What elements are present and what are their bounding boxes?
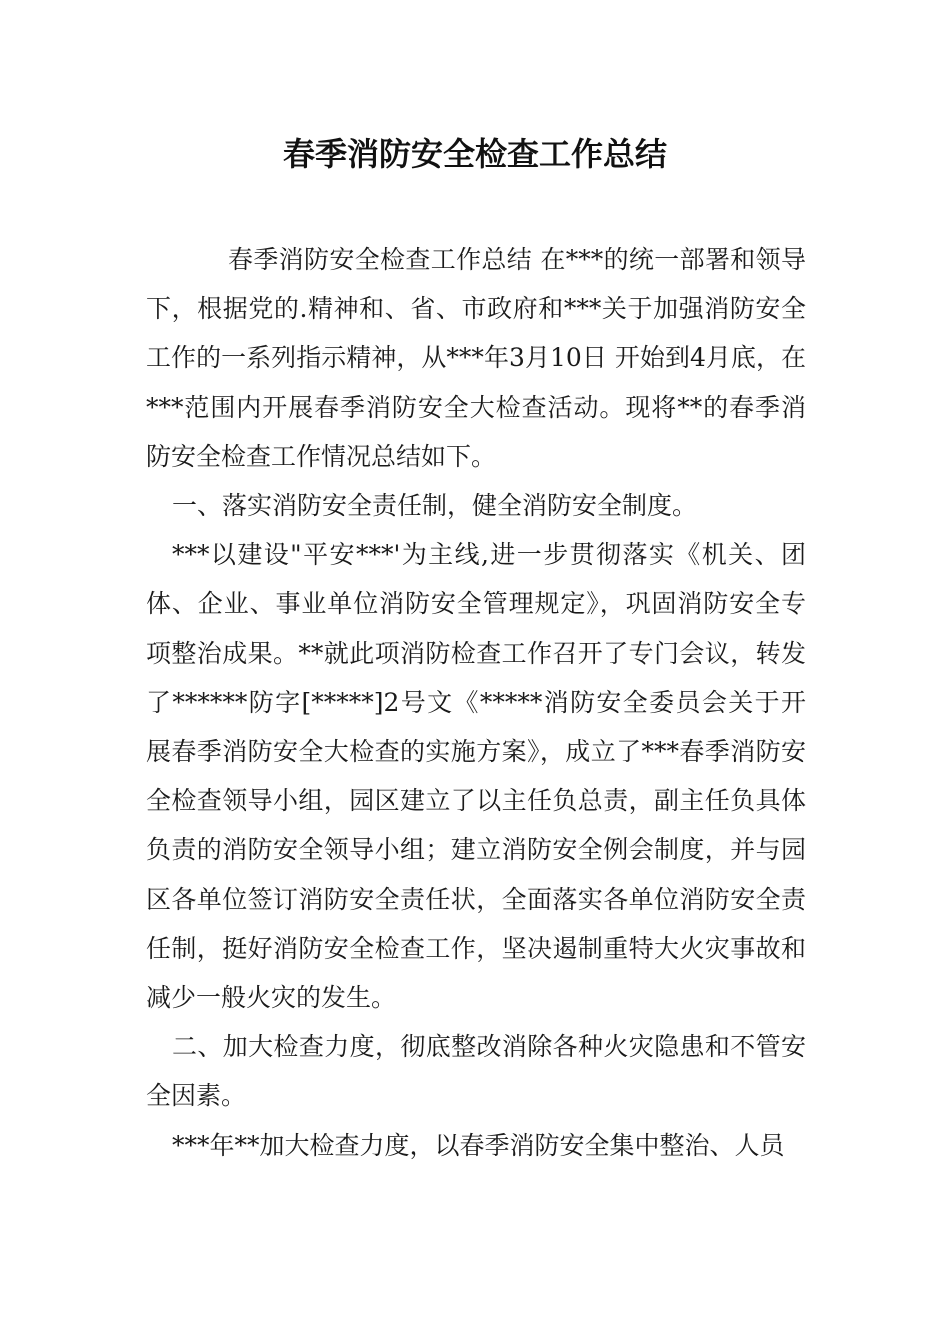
document-body	[146, 235, 806, 1170]
paragraph-section-1: ***以建设"平安***'为主线,进一步贯彻落实《机关、团体、企业、事业单位消防安全管理规定》，巩固消防安全专项整治成果。**就此项消防检查工作召开了专门会议，转发了******防字[*****]2号文《*****消防安全委员会关于开展春季消防安全大检查的实施方案》，成立了***春季消防安全检查领导小组，园区建立了以主任负总责，副主任负具体负责的消防安全领导小组；建立消防安全例会制度，并与园区各单位签订消防安全责任状，全面落实各单位消防安全责任制，挺好消防安全检查工作，坚决遏制重特大火灾事故和减少一般火灾的发生。	[146, 540, 806, 1013]
section-heading-1: 一、落实消防安全责任制，健全消防安全制度。	[172, 491, 698, 521]
section-heading-2: 二、加大检查力度，彻底整改消除各种火灾隐患和不管安全因素。	[146, 1032, 806, 1111]
document-title: 春季消防安全检查工作总结	[282, 135, 667, 173]
paragraph-section-2: ***年**加大检查力度，以春季消防安全集中整治、人员	[172, 1130, 785, 1160]
paragraph-intro: 春季消防安全检查工作总结 在***的统一部署和领导下，根据党的.精神和、省、市政府和***关于加强消防安全工作的一系列指示精神，从***年3月10日 开始到4月底，在***范围内开展春季消防安全大检查活动。现将**的春季消防安全检查工作情况总结如下。	[146, 245, 806, 471]
